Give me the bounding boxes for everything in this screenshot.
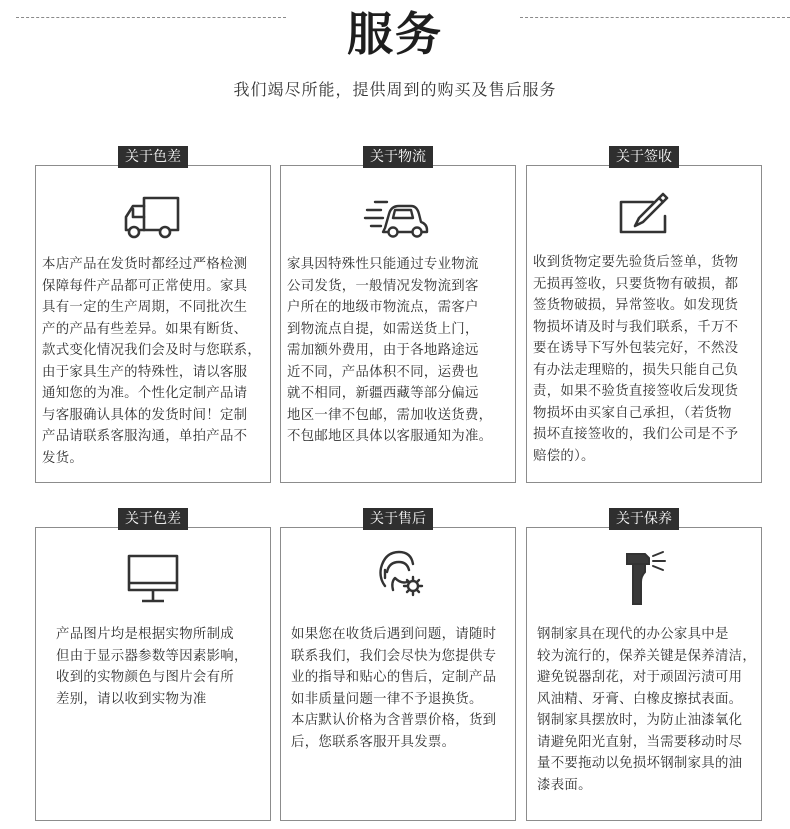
card-tag: 关于色差 [118,146,188,168]
card-maintenance [526,511,762,821]
card-text: 本店产品在发货时都经过严格检测 保障每件产品都可正常使用。家具 具有一定的生产周期，不同批次生 产的产品有些差异。如果有断货、 款式变化情况我们会及时与您联系， 由于家具生产的特殊性，请以客服 通知您的为准。个性化定制产品请 与客服确认具体的发货时间！定制 产品请联系客服沟通，单拍产品不 发货。 [42,257,262,466]
card-tag: 关于签收 [609,146,679,168]
card-text: 产品图片均是根据实物所制成 但由于显示器参数等因素影响， 收到的实物颜色与图片会有所 差别，请以收到实物为准 [56,627,248,707]
card-after-sales [280,511,516,821]
card-text: 家具因特殊性只能通过专业物流 公司发货，一般情况发物流到客 户所在的地级市物流点，需客户 到物流点自提，如需送货上门， 需加额外费用，由于各地路途远 近不同，产品体积不同，运费也 就不相同，新疆西藏等部分偏远 地区一律不包邮，需加收送货费， 不包邮地区具体以客服通知为准。 [287,257,493,444]
card-text: 如果您在收货后遇到问题，请随时 联系我们，我们会尽快为您提供专 业的指导和贴心的售后，定制产品 如非质量问题一律不予退换货。 本店默认价格为含普票价格，货到 后，您联系客服开具发票。 [291,627,497,750]
fast-car-icon [363,188,433,248]
card-tag: 关于物流 [363,146,433,168]
card-tag: 关于保养 [609,508,679,530]
card-tag: 关于售后 [363,508,433,530]
truck-icon [118,190,188,250]
card-text: 钢制家具在现代的办公家具中是 较为流行的，保养关键是保养清洁， 避免锐器刮花，对于顽固污渍可用 风油精、牙膏、白橡皮擦拭表面。 钢制家具摆放时，为防止油漆氧化 请避免阳光直射，当需要移动时尽 量不要拖动以免损坏钢制家具的油 漆表面。 [537,627,757,793]
spray-bottle-icon [609,548,679,608]
card-logistics [280,149,516,483]
page-title: 服务 [347,7,443,61]
card-color-difference [35,149,271,483]
card-color-difference-2 [35,511,271,821]
monitor-icon [118,550,188,610]
card-tag: 关于色差 [118,508,188,530]
service-agent-icon [363,542,433,602]
card-text: 收到货物定要先验货后签单，货物 无损再签收，只要货物有破损，都 签货物破损，异常签收。如发现货 物损坏请及时与我们联系，千万不 要在诱导下写外包装完好，不然没 有办法走理赔的，损失只能自己负 责，如果不验货直接签收后发现货 物损坏由买家自己承担，（若货物 损坏直接签收的，我们公司是不予 赔偿的）。 [533,255,739,464]
card-sign-receipt [526,149,762,483]
page-subtitle: 我们竭尽所能，提供周到的购买及售后服务 [233,80,557,99]
sign-pen-icon [609,186,679,246]
